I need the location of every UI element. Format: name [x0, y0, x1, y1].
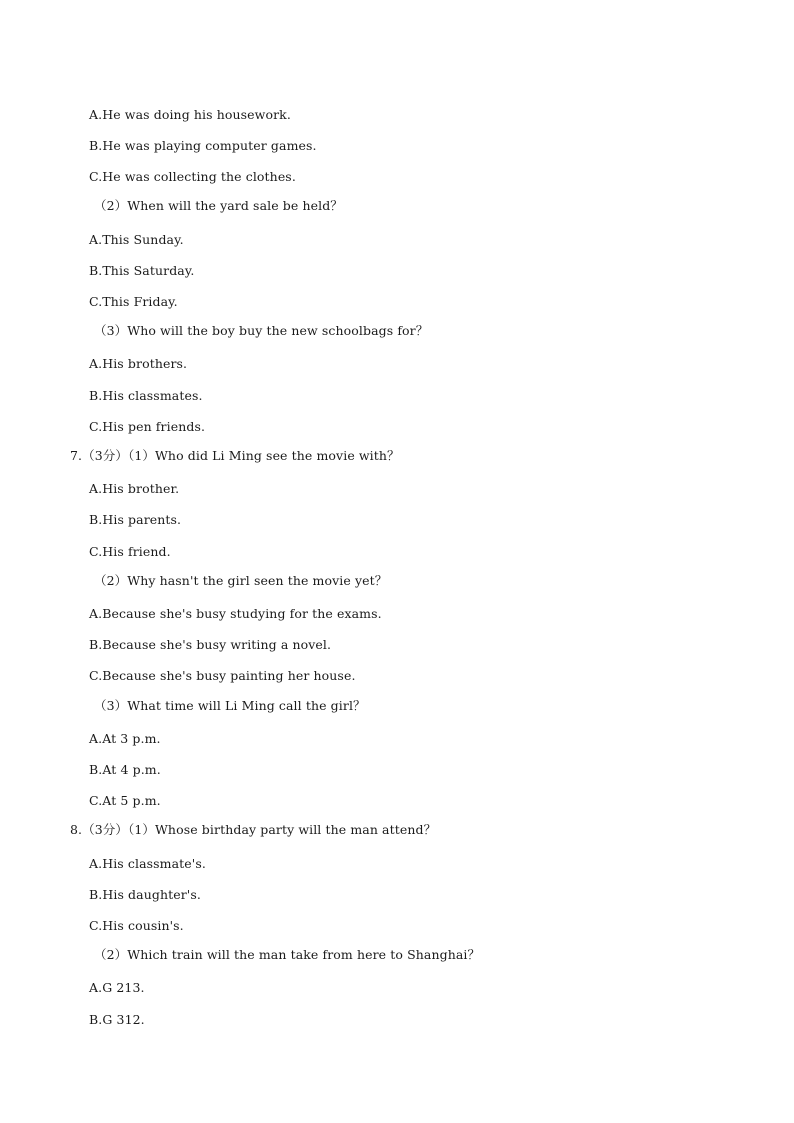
question-line: 8.（3分）（1）Whose birthday party will the man attend？ — [70, 822, 437, 837]
option-line: B.G 312. — [89, 1012, 145, 1027]
option-line: B.Because she's busy writing a novel. — [89, 637, 332, 652]
option-line: A.His brother. — [89, 481, 180, 496]
question-line: 7.（3分）（1）Who did Li Ming see the movie with？ — [70, 448, 400, 463]
option-line: B.He was playing computer games. — [89, 138, 317, 153]
option-line: B.His classmates. — [89, 388, 203, 403]
option-line: C.His cousin's. — [89, 918, 184, 933]
option-line: C.At 5 p.m. — [89, 793, 161, 808]
subquestion-line: （2）Why hasn't the girl seen the movie yet？ — [94, 573, 388, 588]
option-line: C.His friend. — [89, 544, 171, 559]
subquestion-line: （2）Which train will the man take from here to Shanghai？ — [94, 947, 481, 962]
option-line: A.At 3 p.m. — [89, 731, 161, 746]
option-line: C.This Friday. — [89, 294, 178, 309]
option-line: A.Because she's busy studying for the exams. — [89, 606, 382, 621]
subquestion-line: （3）Who will the boy buy the new schoolbags for？ — [94, 323, 429, 338]
option-line: B.At 4 p.m. — [89, 762, 161, 777]
option-line: A.His brothers. — [89, 356, 188, 371]
option-line: A.He was doing his housework. — [89, 107, 291, 122]
subquestion-line: （2）When will the yard sale be held？ — [94, 198, 343, 213]
option-line: C.He was collecting the clothes. — [89, 169, 296, 184]
option-line: A.G 213. — [89, 980, 145, 995]
option-line: B.His daughter's. — [89, 887, 201, 902]
subquestion-line: （3）What time will Li Ming call the girl？ — [94, 698, 366, 713]
option-line: C.His pen friends. — [89, 419, 206, 434]
option-line: A.This Sunday. — [89, 232, 184, 247]
option-line: A.His classmate's. — [89, 856, 206, 871]
option-line: C.Because she's busy painting her house. — [89, 668, 356, 683]
option-line: B.His parents. — [89, 512, 182, 527]
option-line: B.This Saturday. — [89, 263, 195, 278]
